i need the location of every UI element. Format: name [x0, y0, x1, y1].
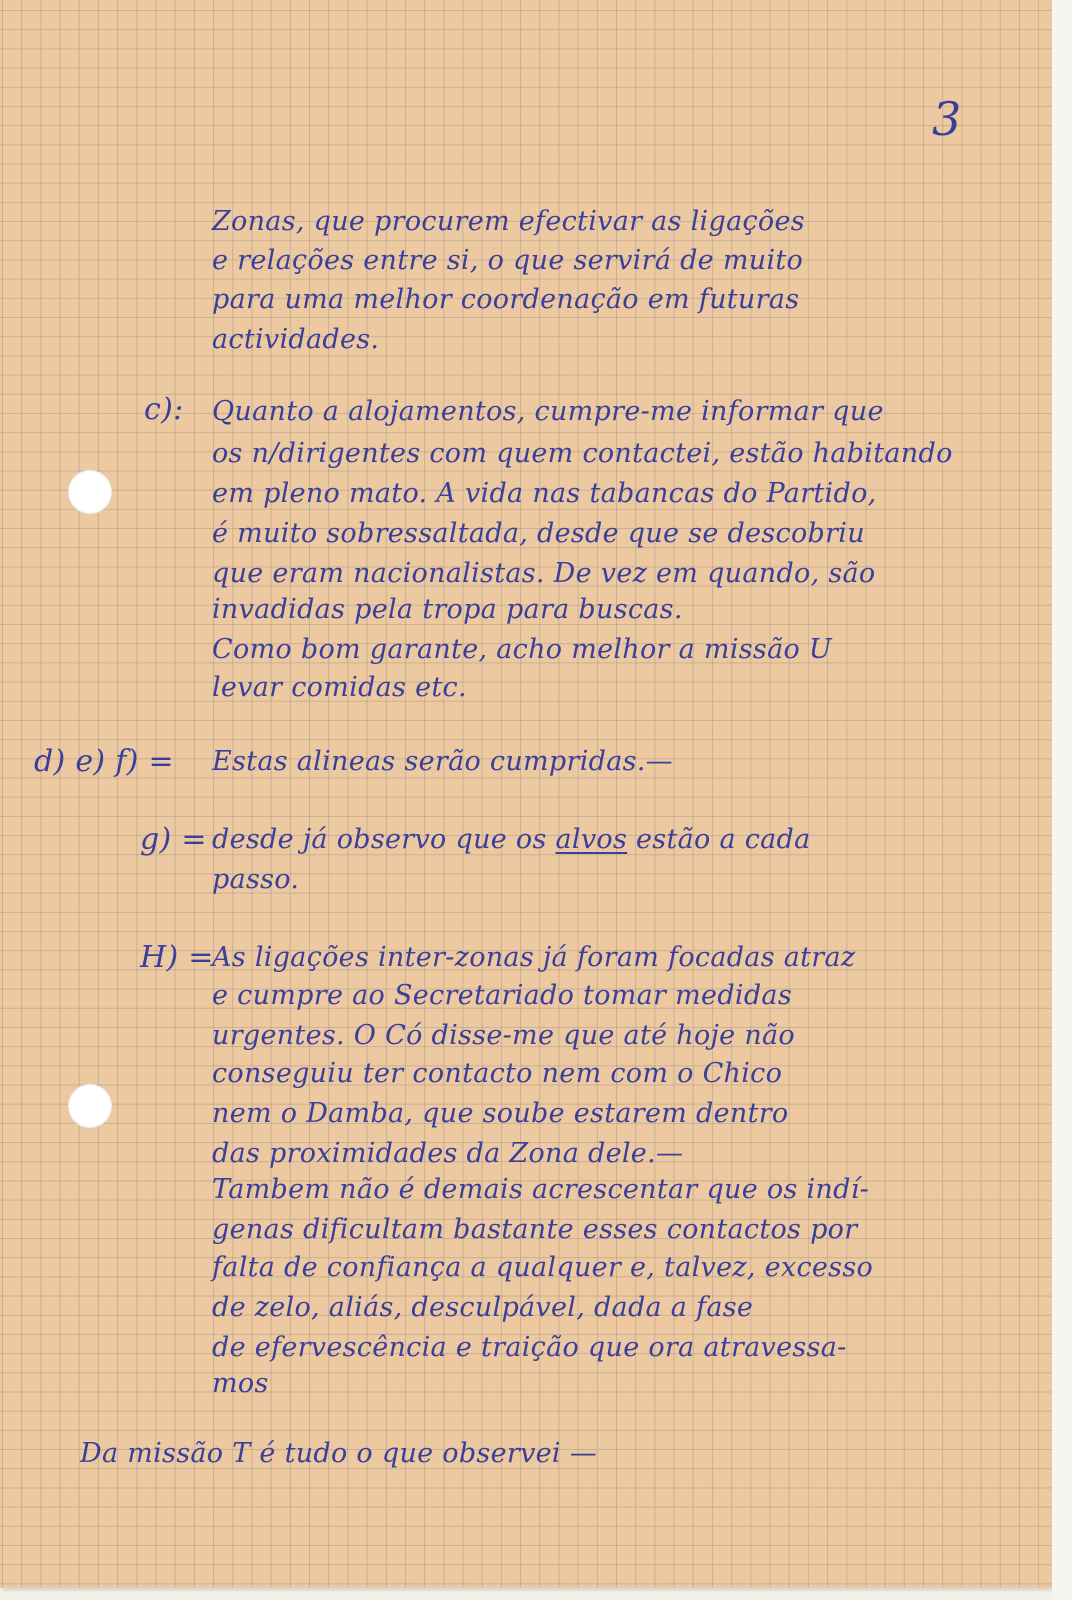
item-g-label: g) = — [140, 822, 207, 857]
underlined-word: alvos — [555, 824, 628, 855]
item-c-label: c): — [144, 392, 184, 427]
text-fragment: estão a cada — [636, 824, 811, 855]
punch-hole-top — [68, 470, 112, 514]
text-line: Estas alineas serão cumpridas.— — [212, 746, 673, 777]
text-line: As ligações inter-zonas já foram focadas atraz — [212, 942, 856, 973]
page-number: 3 — [932, 92, 962, 146]
text-line: em pleno mato. A vida nas tabancas do Partido, — [212, 478, 877, 509]
text-line — [212, 820, 811, 859]
text-line: e relações entre si, o que servirá de muito — [212, 245, 804, 276]
text-line: é muito sobressaltada, desde que se descobriu — [212, 518, 865, 549]
text-line: Zonas, que procurem efectivar as ligações — [212, 206, 805, 237]
text-line: mos — [212, 1368, 269, 1399]
text-line: Quanto a alojamentos, cumpre-me informar que — [212, 396, 884, 427]
text-line: falta de confiança a qualquer e, talvez, excesso — [212, 1252, 874, 1283]
text-line: de zelo, aliás, desculpável, dada a fase — [212, 1292, 754, 1323]
page-margin — [1052, 0, 1072, 1600]
item-def-label: d) e) f) = — [34, 744, 174, 779]
text-line: e cumpre ao Secretariado tomar medidas — [212, 980, 792, 1011]
closing-line: Da missão T é tudo o que observei — — [80, 1438, 598, 1469]
text-line: que eram nacionalistas. De vez em quando, são — [212, 558, 876, 589]
item-h-label: H) = — [140, 940, 214, 975]
text-line: passo. — [212, 864, 300, 895]
text-line: Tambem não é demais acrescentar que os indí- — [212, 1174, 870, 1205]
text-line: os n/dirigentes com quem contactei, estão habitando — [212, 438, 953, 469]
text-line: genas dificultam bastante esses contactos por — [212, 1214, 858, 1245]
text-line: das proximidades da Zona dele.— — [212, 1138, 684, 1169]
text-line: para uma melhor coordenação em futuras — [212, 284, 800, 315]
text-line: urgentes. O Có disse-me que até hoje não — [212, 1020, 795, 1051]
text-line: actividades. — [212, 324, 380, 355]
text-line: Como bom garante, acho melhor a missão U — [212, 634, 832, 665]
text-line: levar comidas etc. — [212, 672, 467, 703]
text-line: de efervescência e traição que ora atravessa- — [212, 1332, 847, 1363]
text-line: nem o Damba, que soube estarem dentro — [212, 1098, 789, 1129]
text-line: conseguiu ter contacto nem com o Chico — [212, 1058, 783, 1089]
punch-hole-bottom — [68, 1084, 112, 1128]
text-fragment: desde já observo que os — [212, 824, 547, 855]
text-line: invadidas pela tropa para buscas. — [212, 594, 683, 625]
